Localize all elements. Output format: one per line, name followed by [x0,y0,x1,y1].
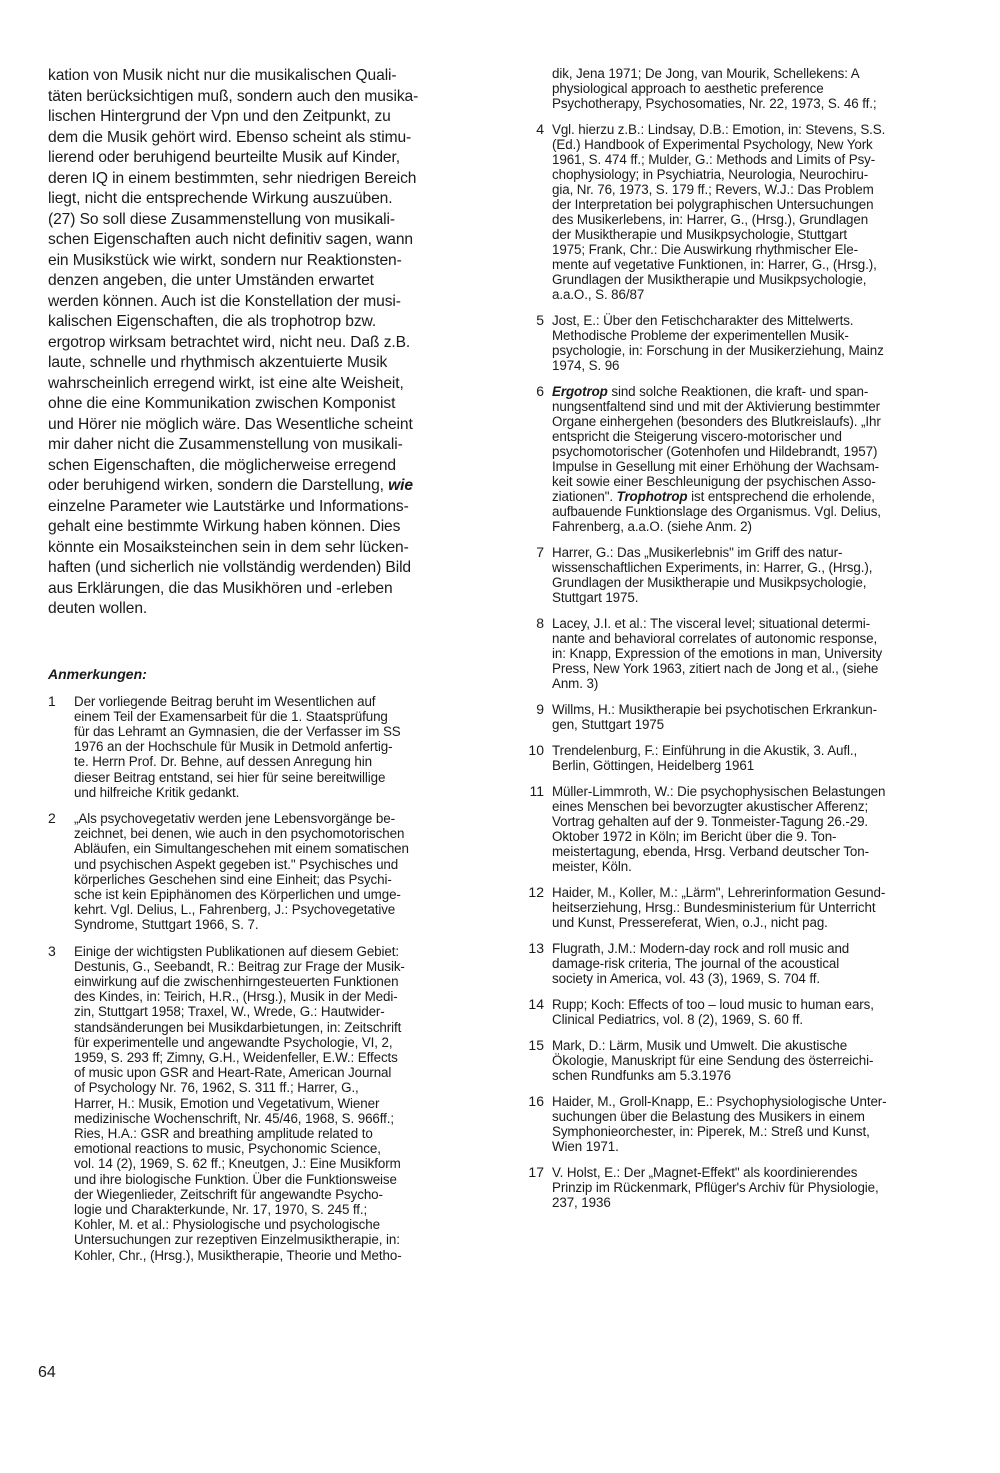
footnote-text: Trendelenburg, F.: Einführung in die Akustik, 3. Aufl., Berlin, Göttingen, Heidelberg 1961 [552,743,858,773]
footnote-text: Jost, E.: Über den Fetischcharakter des Mittelwerts. Methodische Probleme der experimentellen Musik- psychologie, in: Forschung in der Musikerziehung, Mainz 1974, S. 96 [552,313,884,373]
footnote-text: Vgl. hierzu z.B.: Lindsay, D.B.: Emotion, in: Stevens, S.S. (Ed.) Handbook of Experimental Psychology, New York 1961, S. 474 ff.; Mulder, G.: Methods and Limits of Psy- chophysiology; in Psychiatria, Neurologia, Neurochiru- gia, Nr. 76, 1973, S. 179 ff.; Revers, W.J.: Das Problem der Interpretation bei polygraphischen Untersuchungen des Musikerlebens, in: Harrer, G., (Hrsg.), Grundlagen der Musiktherapie und Musikpsychologie, Stuttgart 1975; Frank, Chr.: Die Auswirkung rhythmischer Ele- mente auf vegetative Funktionen, in: Harrer, G., (Hrsg.), Grundlagen der Musiktherapie und Musikpsychologie, a.a.O., S. 86/87 [552,122,886,302]
footnote-number: 3 [48,942,56,959]
footnote-number: 14 [528,996,544,1012]
footnote-continuation [514,66,970,111]
term-ergotrop: Ergotrop [552,384,608,399]
footnote-number: 13 [528,940,544,956]
footnote-text: Haider, M., Groll-Knapp, E.: Psychophysiologische Unter- suchungen über die Belastung des Musikers in einem Symphonieorchester, in: Piperek, M.: Streß und Kunst, Wien 1971. [552,1094,887,1154]
footnote-number: 5 [536,312,544,328]
footnote [514,941,970,986]
footnote-text: Müller-Limmroth, W.: Die psychophysischen Belastungen eines Menschen bei bevorzugter akustischer Afferenz; Vortrag gehalten auf der 9. Tonmeister-Tagung 26.-29. Oktober 1972 in Köln; im Bericht über die 9. Ton- meistertagung, ebenda, Hrsg. Verband deutscher Ton- meister, Köln. [552,784,886,874]
footnote-number: 12 [528,884,544,900]
footnote [514,616,970,691]
footnote [48,811,488,933]
footnote [514,384,970,534]
footnote [514,997,970,1027]
footnote-text: Flugrath, J.M.: Modern-day rock and roll music and damage-risk criteria, The journal of the acoustical society in America, vol. 43 (3), 1969, S. 704 ff. [552,941,850,986]
footnote-text-part: sind solche Reaktionen, die kraft- und span- nungsentfaltend sind und mit der Aktivierung bestimmter Organe einhergehen (besonders des Blutkreislaufs). „Ihr entspricht die Steigerung viscero-motorischer und psychomotorischer (Gotenhofen und Hildebrandt, 1957) Impulse in Gesellung mit einer Erhöhung der Wachsam- keit sowie einer Beschleunigung der psychischen Asso- ziationen". [552,384,881,504]
footnote-number: 7 [536,544,544,560]
footnote [514,743,970,773]
footnote-text: Rupp; Koch: Effects of too – loud music to human ears, Clinical Pediatrics, vol. 8 (2), 1969, S. 60 ff. [552,997,874,1027]
footnote-text: Willms, H.: Musiktherapie bei psychotischen Erkrankun- gen, Stuttgart 1975 [552,702,878,732]
footnote-text: Lacey, J.I. et al.: The visceral level; situational determi- nante and behavioral correlates of autonomic response, in: Knapp, Expression of the emotions in man, University Press, New York 1963, zitiert nach de Jong et al., (siehe Anm. 3) [552,616,883,691]
footnote-text: dik, Jena 1971; De Jong, van Mourik, Schellekens: A physiological approach to aesthetic preference Psychotherapy, Psychosomaties, Nr. 22, 1973, S. 46 ff.; [552,66,877,111]
footnote-number: 1 [48,692,56,709]
footnote [514,784,970,874]
footnote-text: Harrer, G.: Das „Musikerlebnis" im Griff des natur- wissenschaftlichen Experiments, in: Harrer, G., (Hrsg.), Grundlagen der Musiktherapie und Musikpsychologie, Stuttgart 1975. [552,545,873,605]
paragraph-tail: einzelne Parameter wie Lautstärke und Informations- gehalt eine bestimmte Wirkung haben können. Dies könnte ein Mosaiksteinchen sein in dem sehr lücken- haften (und sicherlich nie vollständig werdenden) Bild aus Erklärungen, die das Musikhören und -erleben deuten wollen. [48,497,412,617]
footnote-number: 10 [528,742,544,758]
footnote-number: 15 [528,1037,544,1053]
footnote [514,702,970,732]
footnote [514,1094,970,1154]
notes-heading: Anmerkungen: [48,665,147,682]
left-column [48,66,488,1274]
footnote [514,1165,970,1210]
paragraph-text: kation von Musik nicht nur die musikalischen Quali- täten berücksichtigen muß, sondern auch den musika- lischen Hintergrund der Vpn und den Zeitpunkt, zu dem die Musik gehört wird. Ebenso scheint als stimu- lierend oder beruhigend beurteilte Musik auf Kinder, deren IQ in einem bestimmten, sehr niedrigen Bereich liegt, nicht die entsprechende Wirkung auszuüben. (27) So soll diese Zusammenstellung von musikali- schen Eigenschaften auch nicht definitiv sagen, wann ein Musikstück wie wirkt, sondern nur Reaktionsten- denzen angeben, die unter Umständen erwartet werden können. Auch ist die Konstellation der musi- kalischen Eigenschaften, die als trophotrop bzw. ergotrop wirksam betrachtet wird, nicht neu. Daß z.B. laute, schnelle und rhythmisch akzentuierte Musik wahrscheinlich erregend wirkt, ist eine alte Weisheit, ohne die eine Kommunikation zwischen Komponist und Hörer nie möglich wäre. Das Wesentliche scheint mir daher nicht die Zusammenstellung von musikali- schen Eigenschaften, die möglicherweise erregend oder beruhigend wirken, sondern die Darstellung, [48,67,419,494]
footnote [48,694,488,800]
footnote-text: „Als psychovegetativ werden jene Lebensvorgänge be- zeichnet, bei denen, wie auch in den psychomotorischen Abläufen, ein Simultangeschehen mit einem somatischen und psychischen Aspekt gegeben ist." Psychisches und körperliches Geschehen sind eine Einheit; das Psychi- sche ist kein Epiphänomen des Körperlichen und umge- kehrt. Vgl. Delius, L., Fahrenberg, J.: Psychovegetative Syndrome, Stuttgart 1966, S. 7. [74,810,409,933]
footnote-text [552,384,970,534]
footnote-text: Haider, M., Koller, M.: „Lärm", Lehrerinformation Gesund- heitserziehung, Hrsg.: Bundesministerium für Unterricht und Kunst, Pressereferat, Wien, o.J., nicht pag. [552,885,886,930]
footnote-text-tail: ist entsprechend die erholende, aufbauende Funktionslage des Organismus. Vgl. Delius, Fahrenberg, a.a.O. (siehe Anm. 2) [552,489,881,534]
footnote-number: 16 [528,1093,544,1109]
footnote-text: Der vorliegende Beitrag beruht im Wesentlichen auf einem Teil der Examensarbeit für die 1. Staatsprüfung für das Lehramt an Gymnasien, die der Verfasser im SS 1976 an der Hochschule für Musik in Detmold anfertig- te. Herrn Prof. Dr. Behne, auf dessen Anregung hin dieser Beitrag entstand, sei hier für seine bereitwillige und hilfreiche Kritik gedankt. [74,693,401,800]
footnote-number: 9 [536,701,544,717]
page-number: 64 [38,1364,56,1381]
footnote [48,944,488,1263]
footnote [514,313,970,373]
right-column [514,66,970,1232]
footnote-text: V. Holst, E.: Der „Magnet-Effekt" als koordinierendes Prinzip im Rückenmark, Pflüger's Archiv für Physiologie, 237, 1936 [552,1165,879,1210]
footnote [514,545,970,605]
footnote-number: 6 [536,383,544,399]
footnote-number: 2 [48,809,56,826]
footnote-number: 17 [528,1164,544,1180]
footnote-number: 8 [536,615,544,631]
main-paragraph [48,66,488,620]
term-trophotrop: Trophotrop [616,489,688,504]
footnote [514,1038,970,1083]
footnote [514,885,970,930]
footnote-number: 4 [536,121,544,137]
paragraph-emphasis: wie [388,477,413,494]
footnote-text: Einige der wichtigsten Publikationen auf diesem Gebiet: Destunis, G., Seebandt, R.: Beitrag zur Frage der Musik- einwirkung auf die zwischenhirngesteuerten Funktionen des Kindes, in: Teirich, H.R., (Hrsg.), Musik in der Medi- zin, Stuttgart 1958; Traxel, W., Wrede, G.: Hautwider- standsänderungen bei Musikdarbietungen, in: Zeitschrift für experimentelle und angewandte Psychologie, VI, 2, 1959, S. 293 ff; Zimny, G.H., Weidenfeller, E.W.: Effects of music upon GSR and Heart-Rate, American Journal of Psychology Nr. 76, 1962, S. 311 ff.; Harrer, G., Harrer, H.: Musik, Emotion und Vegetativum, Wiener medizinische Wochenschrift, Nr. 45/46, 1968, S. 966ff.; Ries, H.A.: GSR and breathing amplitude related to emotional reactions to music, Psychonomic Science, vol. 14 (2), 1969, S. 62 ff.; Kneutgen, J.: Eine Musikform und ihre biologische Funktion. Über die Funktionsweise der Wiegenlieder, Zeitschrift für angewandte Psycho- logie und Charakterkunde, Nr. 17, 1970, S. 245 ff.; Kohler, M. et al.: Physiologische und psychologische Untersuchungen zur rezeptiven Einzelmusiktherapie, in: Kohler, Chr., (Hrsg.), Musiktherapie, Theorie und Metho- [74,943,405,1263]
footnote-text: Mark, D.: Lärm, Musik und Umwelt. Die akustische Ökologie, Manuskript für eine Sendung des österreichi- schen Rundfunks am 5.3.1976 [552,1038,874,1083]
footnote-number: 11 [529,783,544,799]
footnote [514,122,970,302]
